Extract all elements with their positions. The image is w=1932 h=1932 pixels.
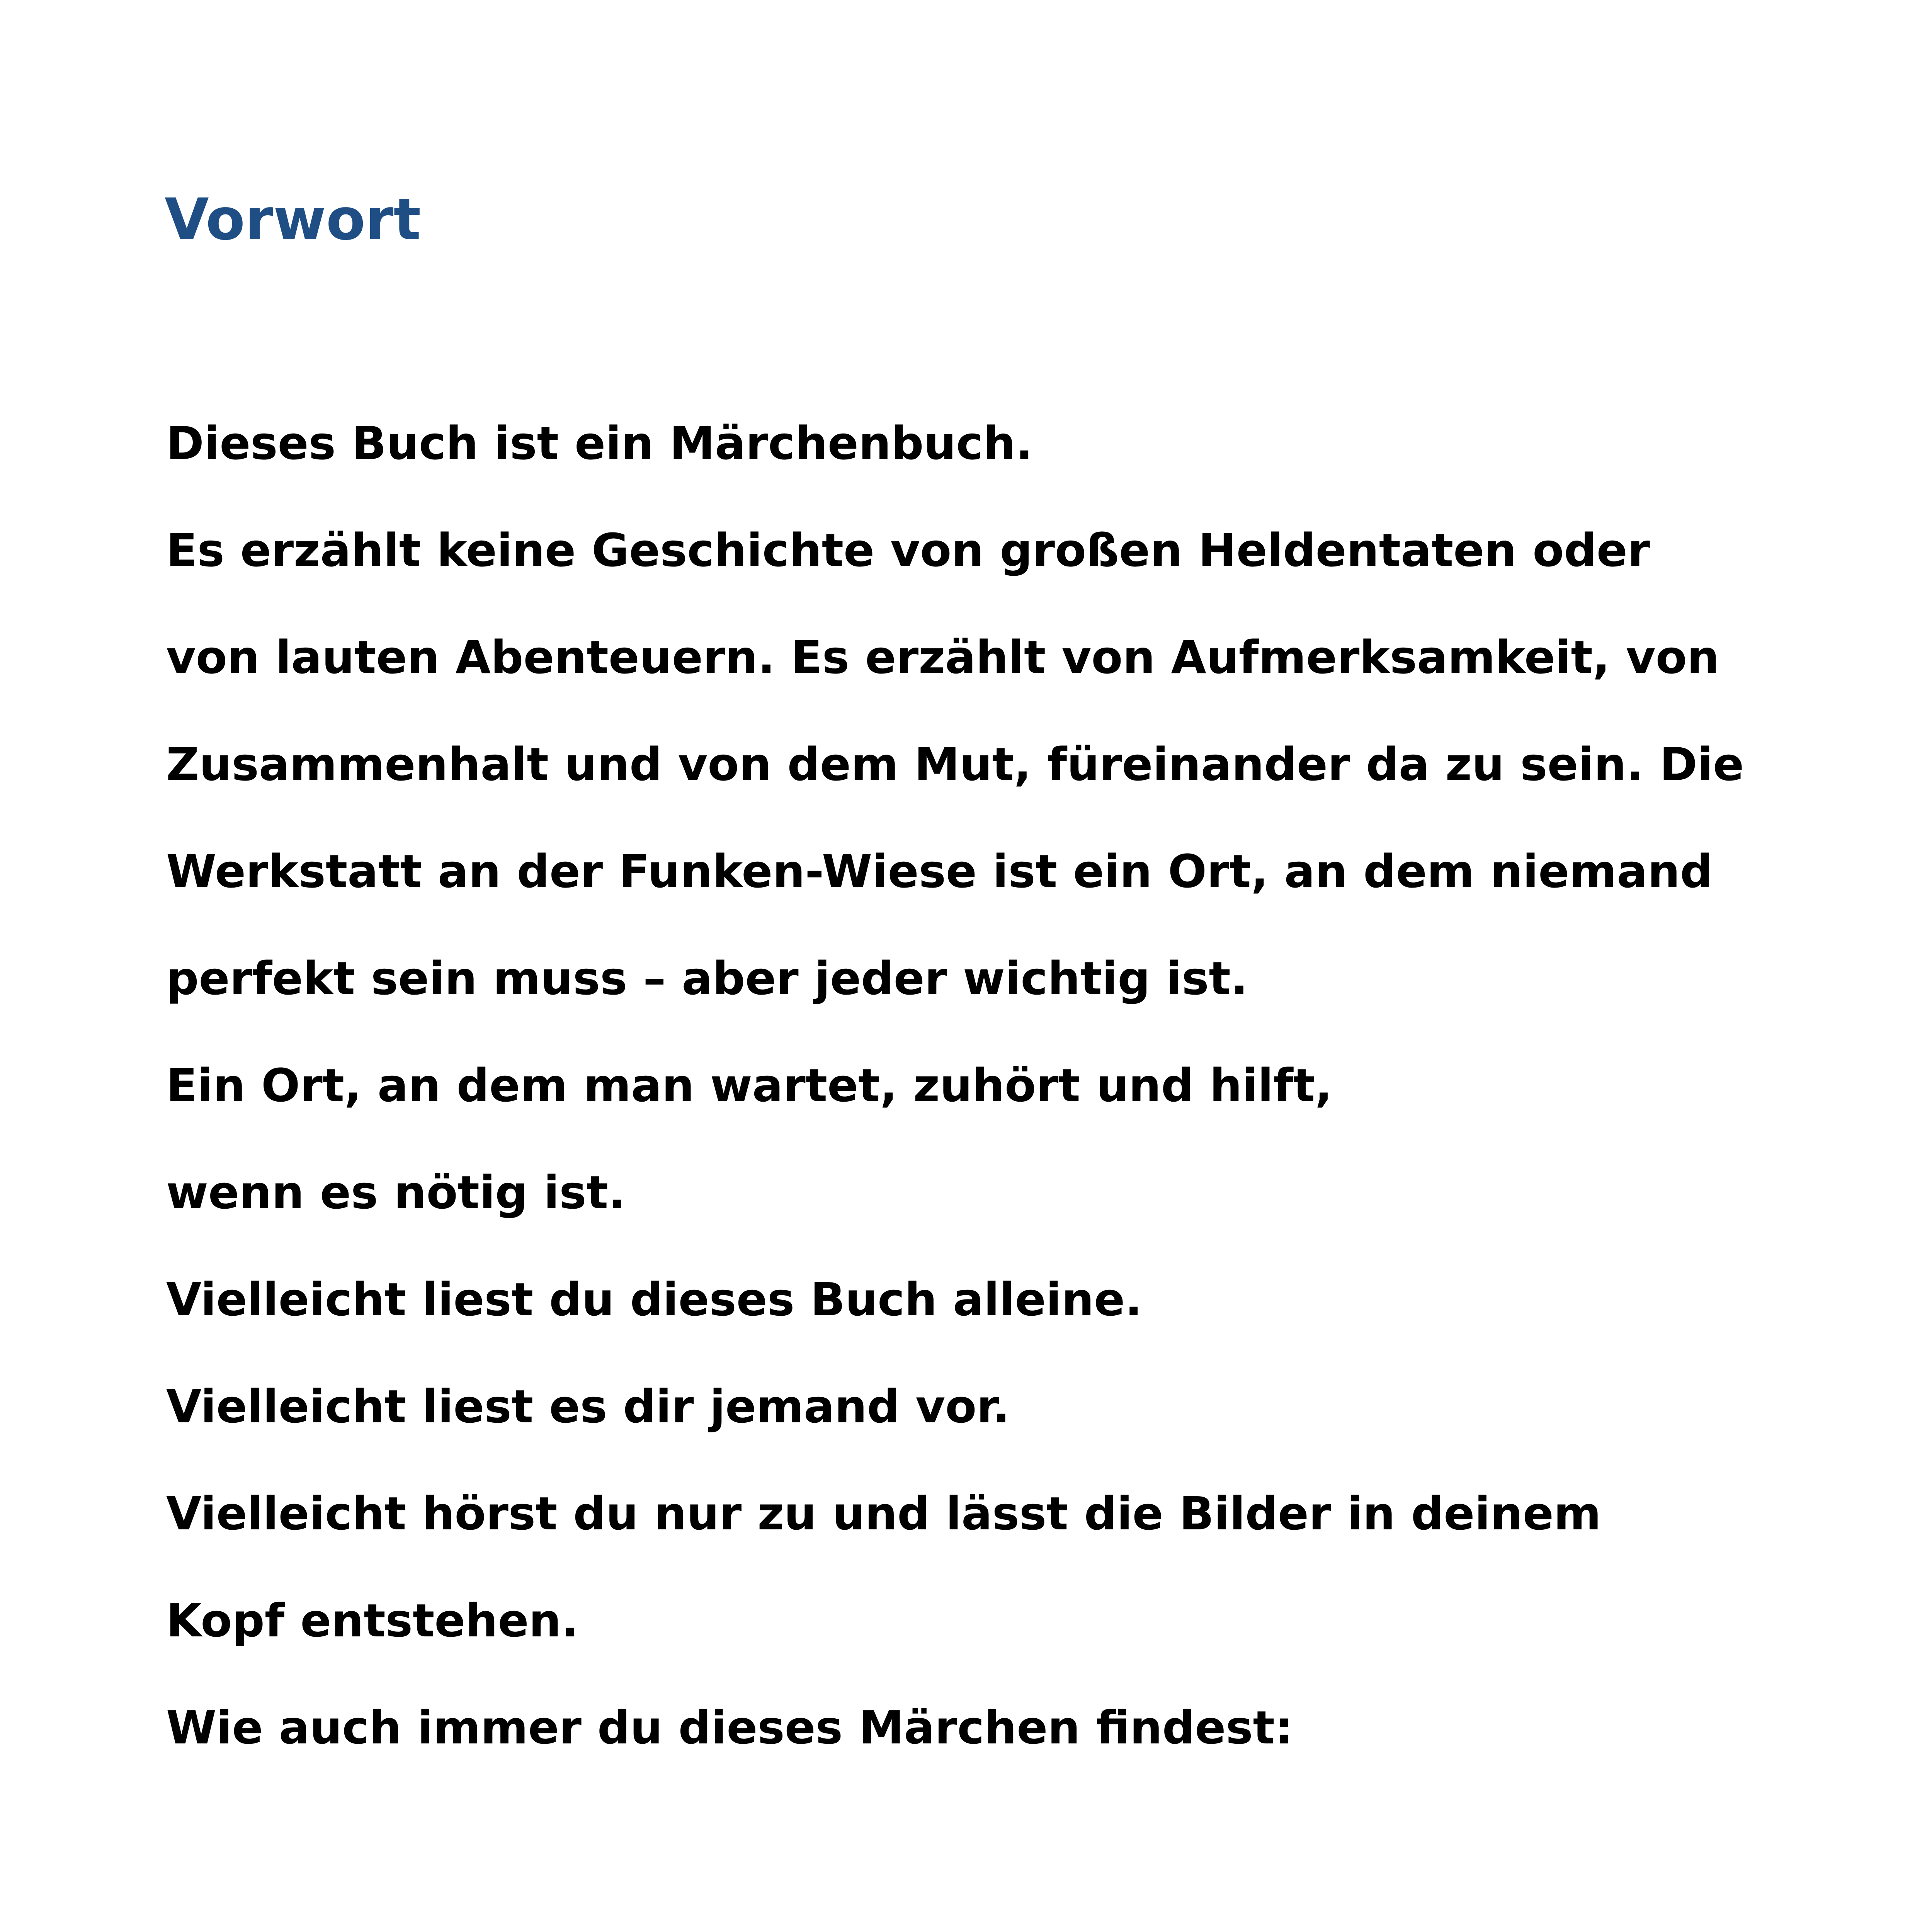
text-line: von lauten Abenteuern. Es erzählt von Aufmerksamkeit, von — [166, 631, 1719, 684]
text-line: Kopf entstehen. — [166, 1594, 579, 1647]
foreword-body — [166, 412, 1932, 1804]
text-line: Wie auch immer du dieses Märchen findest: — [166, 1701, 1293, 1754]
text-line: Ein Ort, an dem man wartet, zuhört und hilft, — [166, 1059, 1332, 1112]
text-line: wenn es nötig ist. — [166, 1166, 626, 1219]
text-line: Vielleicht hörst du nur zu und lässt die Bilder in deinem — [166, 1487, 1601, 1540]
text-line: Es erzählt keine Geschichte von großen Heldentaten oder — [166, 524, 1650, 577]
text-line: Werkstatt an der Funken-Wiese ist ein Ort, an dem niemand — [166, 845, 1713, 898]
text-line: Zusammenhalt und von dem Mut, füreinander da zu sein. Die — [166, 738, 1744, 791]
page-title: Vorwort — [165, 186, 421, 253]
text-line: Dieses Buch ist ein Märchenbuch. — [166, 417, 1033, 470]
text-line: perfekt sein muss – aber jeder wichtig ist. — [166, 952, 1248, 1005]
text-line: Vielleicht liest es dir jemand vor. — [166, 1380, 1010, 1433]
text-line: Vielleicht liest du dieses Buch alleine. — [166, 1273, 1143, 1326]
